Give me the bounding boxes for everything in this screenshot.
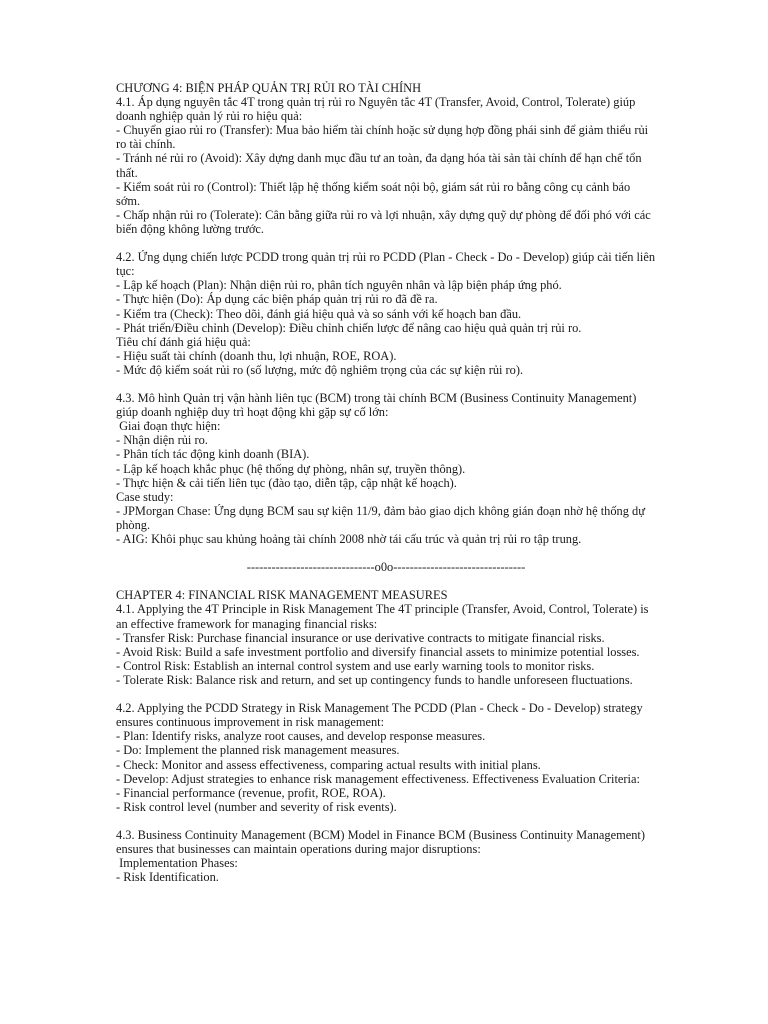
section-4-2-intro-en: 4.2. Applying the PCDD Strategy in Risk Management The PCDD (Plan - Check - Do - Develop) strategy ensures continuous improvement in risk management: bbox=[116, 701, 646, 730]
list-item: - Do: Implement the planned risk management measures. bbox=[116, 743, 400, 758]
list-item: - Phát triển/Điều chỉnh (Develop): Điều chỉnh chiến lược để nâng cao hiệu quả quản trị rủi ro. bbox=[116, 320, 582, 335]
list-item: - AIG: Khôi phục sau khủng hoảng tài chính 2008 nhờ tái cấu trúc và quản trị rủi ro tập trung. bbox=[116, 532, 582, 546]
list-item: - Plan: Identify risks, analyze root causes, and develop response measures. bbox=[116, 729, 486, 744]
section-separator: -------------------------------o0o-------------------------------- bbox=[246, 560, 526, 575]
list-item: - Financial performance (revenue, profit, ROE, ROA). bbox=[116, 785, 386, 800]
section-4-1-intro-en: 4.1. Applying the 4T Principle in Risk Management The 4T principle (Transfer, Avoid, Control, Tolerate) is an effective framework for managing financial risks: bbox=[116, 602, 652, 631]
list-item: - Phân tích tác động kinh doanh (BIA). bbox=[116, 447, 310, 462]
list-item: - Risk control level (number and severity of risk events). bbox=[116, 799, 397, 814]
section-4-3-intro-vi: 4.3. Mô hình Quản trị vận hành liên tục (BCM) trong tài chính BCM (Business Continuity Management) giúp doanh nghiệp duy trì hoạt động khi gặp sự cố lớn: bbox=[116, 391, 640, 420]
list-item: - Develop: Adjust strategies to enhance risk management effectiveness. Effectiveness Evaluation Criteria: bbox=[116, 771, 640, 786]
paragraph-gap bbox=[116, 574, 656, 588]
case-study-label: Case study: bbox=[116, 489, 174, 504]
section-4-2-intro-vi: 4.2. Ứng dụng chiến lược PCDD trong quản trị rủi ro PCDD (Plan - Check - Do - Develop) giúp cải tiến liên tục: bbox=[116, 250, 659, 279]
chapter-title-en: CHAPTER 4: FINANCIAL RISK MANAGEMENT MEASURES bbox=[116, 588, 448, 603]
list-item: - Thực hiện (Do): Áp dụng các biện pháp quản trị rủi ro đã đề ra. bbox=[116, 292, 438, 307]
paragraph-gap bbox=[116, 546, 656, 560]
list-item: - Lập kế hoạch khắc phục (hệ thống dự phòng, nhân sự, truyền thông). bbox=[116, 461, 466, 476]
list-item: - Kiểm tra (Check): Theo dõi, đánh giá hiệu quả và so sánh với kế hoạch ban đầu. bbox=[116, 306, 522, 321]
list-item: - Check: Monitor and assess effectiveness, comparing actual results with initial plans. bbox=[116, 757, 541, 772]
list-item: - Kiểm soát rủi ro (Control): Thiết lập hệ thống kiểm soát nội bộ, giám sát rủi ro bằng công cụ cảnh báo sớm. bbox=[116, 179, 634, 208]
document-page bbox=[116, 81, 659, 885]
list-item: - Chuyển giao rủi ro (Transfer): Mua bảo hiểm tài chính hoặc sử dụng hợp đồng phái sinh để giảm thiểu rủi ro tài chính. bbox=[116, 123, 652, 152]
list-item: - Hiệu suất tài chính (doanh thu, lợi nhuận, ROE, ROA). bbox=[116, 348, 397, 363]
section-4-1-intro-vi: 4.1. Áp dụng nguyên tắc 4T trong quản trị rủi ro Nguyên tắc 4T (Transfer, Avoid, Control, Tolerate) giúp doanh nghiệp quản lý rủi ro hiệu quả: bbox=[116, 95, 639, 124]
list-item: - Chấp nhận rủi ro (Tolerate): Cân bằng giữa rủi ro và lợi nhuận, xây dựng quỹ dự phòng để đối phó với các biến động không lường trước. bbox=[116, 207, 654, 236]
list-item: - Tolerate Risk: Balance risk and return, and set up contingency funds to handle unforeseen fluctuations. bbox=[116, 672, 633, 687]
list-item: - JPMorgan Chase: Ứng dụng BCM sau sự kiện 11/9, đảm bảo giao dịch không gián đoạn nhờ hệ thống dự phòng. bbox=[116, 503, 649, 532]
list-item: - Transfer Risk: Purchase financial insurance or use derivative contracts to mitigate financial risks. bbox=[116, 630, 605, 645]
list-item: - Thực hiện & cải tiến liên tục (đào tạo, diễn tập, cập nhật kế hoạch). bbox=[116, 475, 457, 490]
list-item: - Nhận diện rủi ro. bbox=[116, 433, 208, 448]
section-4-3-intro-en: 4.3. Business Continuity Management (BCM) Model in Finance BCM (Business Continuity Management) ensures that businesses can maintain operations during major disruptions: bbox=[116, 827, 649, 857]
phases-label-vi: Giai đoạn thực hiện: bbox=[116, 419, 221, 434]
list-item: - Risk Identification. bbox=[116, 870, 219, 885]
list-item: - Tránh né rủi ro (Avoid): Xây dựng danh mục đầu tư an toàn, đa dạng hóa tài sản tài chính để hạn chế tổn thất. bbox=[116, 151, 645, 180]
list-item: - Lập kế hoạch (Plan): Nhận diện rủi ro, phân tích nguyên nhân và lập biện pháp ứng phó. bbox=[116, 278, 562, 293]
list-item: - Control Risk: Establish an internal control system and use early warning tools to monitor risks. bbox=[116, 658, 595, 673]
phases-label-en: Implementation Phases: bbox=[116, 856, 238, 871]
paragraph-gap bbox=[116, 687, 656, 701]
paragraph-gap bbox=[116, 814, 656, 828]
paragraph-gap bbox=[116, 377, 656, 391]
list-item: - Mức độ kiểm soát rủi ro (số lượng, mức độ nghiêm trọng của các sự kiện rủi ro). bbox=[116, 362, 524, 377]
criteria-label-vi: Tiêu chí đánh giá hiệu quả: bbox=[116, 334, 251, 349]
chapter-title-vi: CHƯƠNG 4: BIỆN PHÁP QUẢN TRỊ RỦI RO TÀI CHÍNH bbox=[116, 81, 422, 95]
paragraph-gap bbox=[116, 236, 656, 250]
list-item: - Avoid Risk: Build a safe investment portfolio and diversify financial assets to minimize potential losses. bbox=[116, 644, 640, 659]
